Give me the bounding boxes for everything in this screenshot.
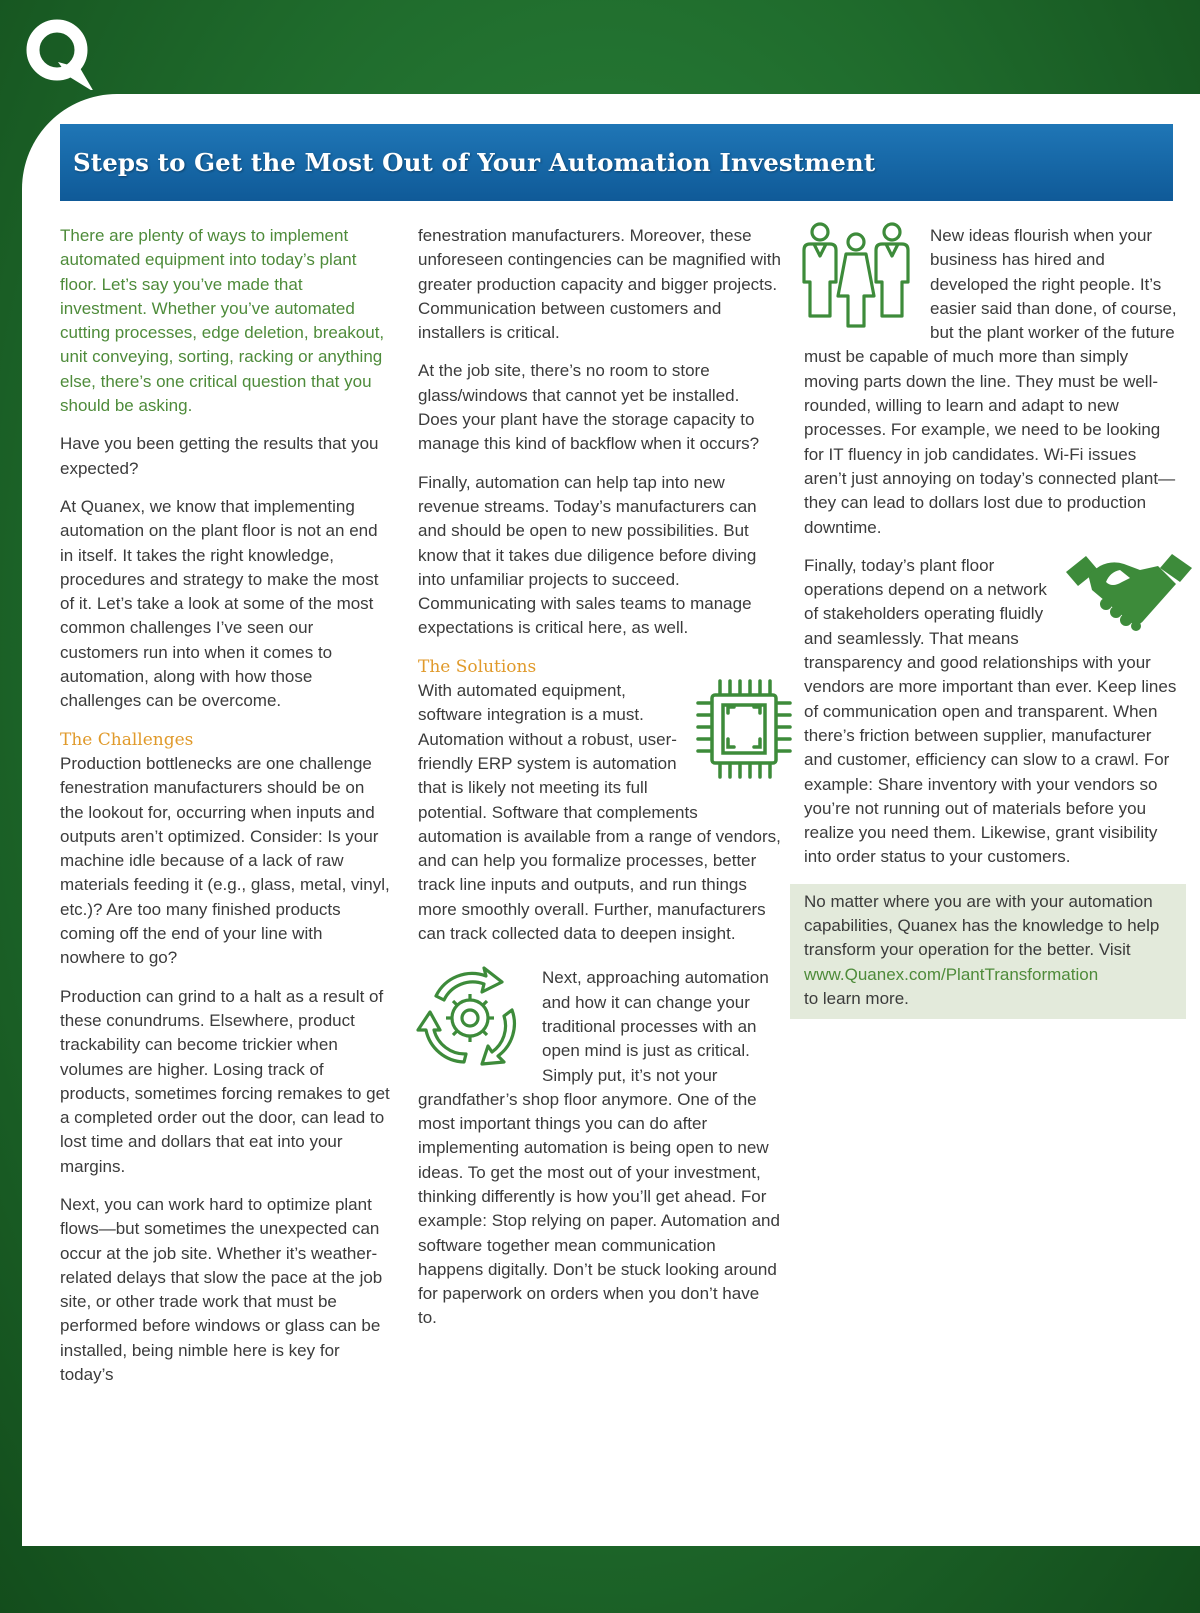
challenges-heading: The Challenges: [60, 729, 194, 750]
stakeholders-paragraph: [804, 554, 1182, 870]
trackability-paragraph: Production can grind to a halt as a result of these conundrums. Elsewhere, product trackability can become trickier when volumes are higher. Losing track of products, sometimes forcing remakes to get a completed order out the door, can lead to lost time and dollars that eat into your margins.: [60, 986, 390, 1176]
revenue-paragraph: Finally, automation can help tap into new revenue streams. Today’s manufacturers can and should be open to new possibilities. But know that it takes due diligence before diving into unfamiliar projects to succeed. Communicating with sales teams to manage expectations is critical here, as well.: [418, 472, 757, 638]
software-text: With automated equipment, software integration is a must. Automation without a robust, user-friendly ERP system is automation that is likely not meeting its full potential. Software that complements automation is available from a range of vendors, and can help you formalize processes, better track line inputs and outputs, and run things more smoothly overall. Further, manufacturers can track collected data to deepen insight.: [418, 681, 781, 944]
quanex-paragraph: At Quanex, we know that implementing automation on the plant floor is not an end in itself. It takes the right knowledge, procedures and strategy to make the most of it. Let’s take a look at some of the most common challenges I’ve seen our customers run into when it comes to automation, along with how those challenges can be overcome.: [60, 496, 379, 711]
job-site-paragraph: Next, you can work hard to optimize plant flows—but sometimes the unexpected can occur at the job site. Whether it’s weather-related delays that slow the pace at the job site, or other trade work that must be performed before windows or glass can be installed, being nimble here is key for today’s: [60, 1194, 383, 1385]
stakeholders-text: Finally, today’s plant floor operations depend on a network of stakeholders operating fluidly and seamlessly. That means transparency and good relationships with your vendors are more important than ever. Keep lines of communication open and transparent. When there’s friction between supplier, manufacturer and customer, efficiency can slow to a crawl. For example: Share inventory with your vendors so you’re not running out of materials before you realize you need them. Likewise, grant visibility into order status to your customers.: [804, 555, 1177, 867]
people-text: New ideas flourish when your business has hired and developed the right people. It’s easier said than done, of course, but the plant worker of the future must be capable of much more than simply moving parts down the line. They must be well-rounded, willing to learn and adapt to new processes. For example, we need to be looking for IT fluency in job candidates. Wi-Fi issues aren’t just annoying on today’s connected plant—they can lead to dollars lost due to production downtime.: [804, 226, 1177, 537]
plant-transformation-link[interactable]: www.Quanex.com/PlantTransformation: [804, 964, 1099, 984]
storage-paragraph: At the job site, there’s no room to store glass/windows that cannot yet be installed. Does your plant have the storage capacity to manage this kind of backflow when it occurs?: [418, 361, 760, 454]
quanex-q-logo-icon: [18, 18, 100, 90]
open-mind-paragraph: [418, 966, 782, 1330]
footer-band: [0, 1546, 1200, 1613]
title-banner: [60, 124, 1173, 201]
callout-end-text: to learn more.: [804, 988, 909, 1008]
software-paragraph: [418, 679, 782, 946]
solutions-heading: The Solutions: [418, 656, 537, 677]
people-paragraph: [804, 224, 1182, 540]
open-mind-text: Next, approaching automation and how it can change your traditional processes with an open mind is just as critical. Simply put, it’s not your grandfather’s shop floor anymore. One of the most important things you can do after implementing automation is being open to new ideas. To get the most out of your investment, thinking differently is how you’ll get ahead. For example: Stop relying on paper. Automation and software together mean communication happens digitally. Don’t be stuck looking around for paperwork on orders when you don’t have to.: [418, 968, 780, 1328]
cta-callout-box: [790, 884, 1186, 1019]
column-2: [418, 224, 782, 1345]
question-paragraph: Have you been getting the results that you expected?: [60, 434, 379, 478]
column-3: [804, 224, 1182, 1019]
microchip-icon: [696, 677, 792, 781]
intro-paragraph: There are plenty of ways to implement automated equipment into today’s plant floor. Let’s say you’ve made that investment. Whether you’ve automated cutting processes, edge deletion, breakout, unit conveying, sorting, racking or anything else, there’s one critical question that you should be asking.: [60, 226, 385, 416]
gear-cycle-icon: [416, 966, 528, 1070]
people-icon: [800, 222, 912, 332]
column-1: [60, 224, 390, 1401]
handshake-icon: [1064, 550, 1194, 634]
callout-text: No matter where you are with your automation capabilities, Quanex has the knowledge to help transform your operation for the better. Visit: [804, 891, 1160, 960]
bottlenecks-paragraph: Production bottlenecks are one challenge fenestration manufacturers should be on the lookout for, occurring when inputs and outputs aren’t optimized. Consider: Is your machine idle because of a lack of raw materials feeding it (e.g., glass, metal, vinyl, etc.)? Are too many finished products coming off the end of your line with nowhere to go?: [60, 753, 390, 968]
contingencies-paragraph: fenestration manufacturers. Moreover, these unforeseen contingencies can be magnified with greater production capacity and bigger projects. Communication between customers and installers is critical.: [418, 226, 781, 343]
page-title: Steps to Get the Most Out of Your Automation Investment: [73, 148, 876, 177]
